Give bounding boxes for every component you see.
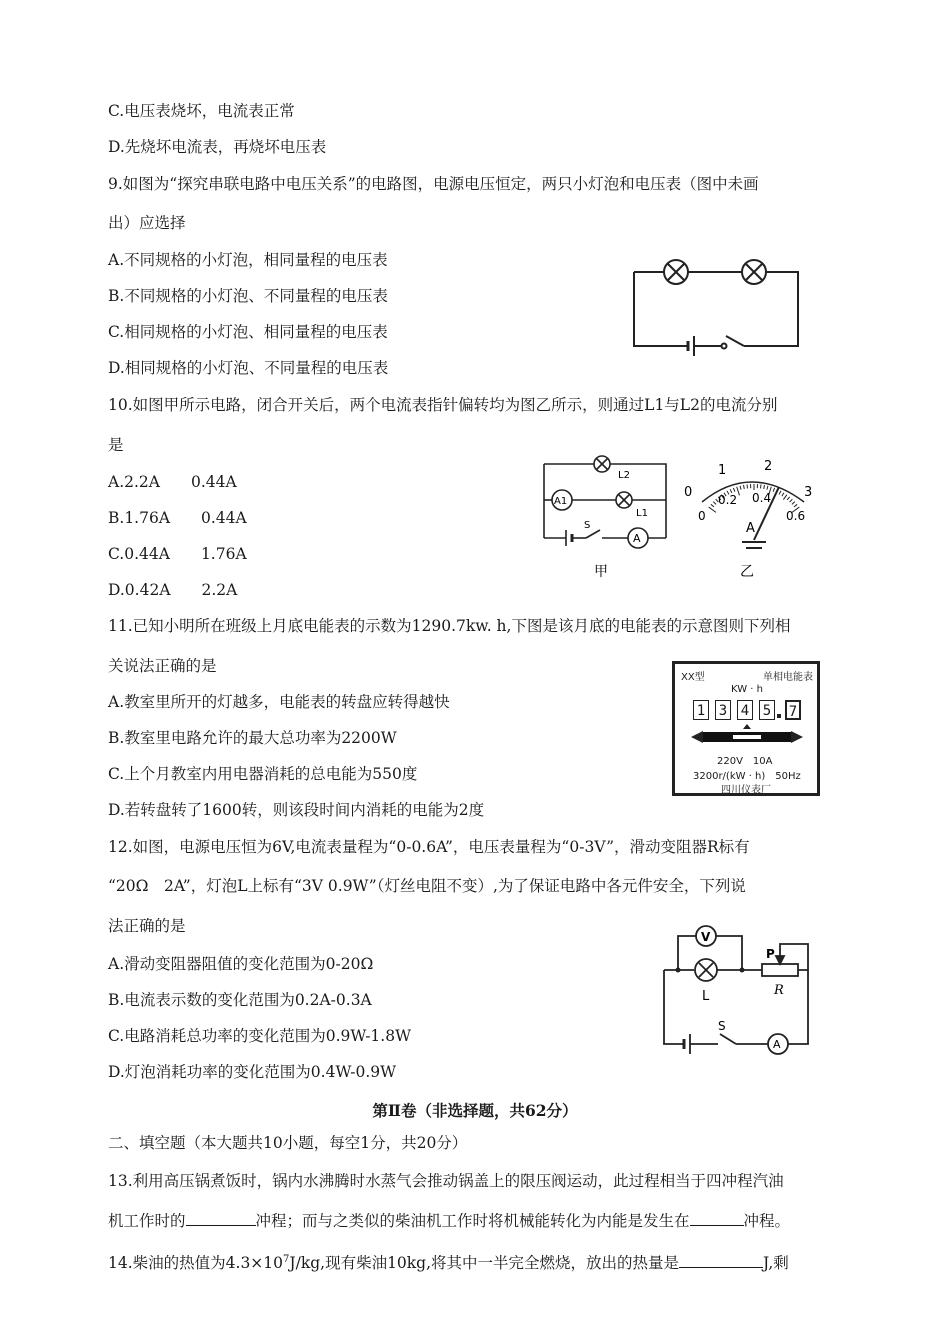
q12-circuit-figure bbox=[656, 920, 832, 1064]
meter-type: 单相电能表 bbox=[763, 672, 813, 683]
meter-digit-5: 7 bbox=[785, 700, 801, 720]
dial-bottom-0: 0 bbox=[698, 509, 706, 523]
q14-stem-line1 bbox=[108, 1250, 789, 1273]
part2-title: 第Ⅱ卷（非选择题，共62分） bbox=[372, 1101, 578, 1120]
switch-s-label: S bbox=[584, 520, 591, 531]
dial-tick bbox=[740, 486, 741, 490]
q11-stem-line1: 11.已知小明所在班级上月底电能表的示数为1290.7kw. h,下图是该月底的电能表的示意图则下列相 bbox=[108, 617, 791, 635]
q12-option-a: A.滑动变阻器阻值的变化范围为0-20Ω bbox=[108, 955, 374, 973]
q8-option-d: D.先烧坏电流表，再烧坏电压表 bbox=[108, 138, 327, 156]
q9-stem-line1: 9.如图为“探究串联电路中电压关系”的电路图，电源电压恒定，两只小灯泡和电压表（图中未画 bbox=[108, 175, 759, 193]
q10-option-c: C.0.44A 1.76A bbox=[108, 545, 247, 563]
label-l2: L2 bbox=[618, 470, 630, 481]
meter-digit-1: 1 bbox=[693, 700, 709, 720]
q10-option-d: D.0.42A 2.2A bbox=[108, 581, 238, 599]
meter-rating: 220V 10A bbox=[717, 756, 773, 767]
q11-electric-meter-figure bbox=[672, 661, 820, 796]
dial-tick bbox=[767, 486, 768, 490]
q12-option-d: D.灯泡消耗功率的变化范围为0.4W-0.9W bbox=[108, 1063, 397, 1081]
q14-answer-blank-1[interactable] bbox=[679, 1252, 763, 1268]
dial-tick bbox=[787, 497, 790, 500]
dial-tick bbox=[792, 502, 795, 505]
q9-stem-line2: 出）应选择 bbox=[108, 214, 186, 232]
ammeter-a-label: A bbox=[773, 1038, 781, 1051]
dial-top-0: 0 bbox=[684, 485, 693, 500]
dial-tick bbox=[779, 491, 781, 495]
dial-top-1: 1 bbox=[718, 463, 727, 478]
dial-tick bbox=[783, 495, 787, 500]
dial-top-3: 3 bbox=[804, 485, 813, 500]
dial-tick bbox=[733, 488, 734, 492]
dial-bottom-0-6: 0.6 bbox=[786, 509, 806, 523]
meter-digit-2: 3 bbox=[715, 700, 731, 720]
q9-option-a: A.不同规格的小灯泡，相同量程的电压表 bbox=[108, 251, 388, 269]
ammeter-a1-label: A1 bbox=[554, 496, 568, 507]
dial-bottom-0-2: 0.2 bbox=[718, 493, 738, 507]
dial-tick bbox=[773, 488, 774, 492]
meter-unit: KW · h bbox=[731, 684, 763, 695]
figure-jia-label: 甲 bbox=[594, 564, 608, 580]
q9-option-d: D.相同规格的小灯泡、不同量程的电压表 bbox=[108, 359, 389, 377]
dial-tick bbox=[782, 493, 784, 496]
q12-option-c: C.电路消耗总功率的变化范围为0.9W-1.8W bbox=[108, 1027, 412, 1045]
meter-decimal-point bbox=[777, 714, 781, 718]
dial-tick bbox=[737, 487, 740, 496]
dial-tick bbox=[747, 484, 748, 488]
q14-exponent: 7 bbox=[283, 1254, 290, 1265]
dial-tick bbox=[764, 485, 765, 489]
q10-stem-line2: 是 bbox=[108, 436, 124, 454]
voltmeter-v-label: V bbox=[701, 930, 711, 944]
dial-tick bbox=[790, 499, 793, 502]
q12-option-b: B.电流表示数的变化范围为0.2A-0.3A bbox=[108, 991, 372, 1009]
q9-series-circuit-figure bbox=[618, 252, 814, 362]
q11-stem-line2: 关说法正确的是 bbox=[108, 657, 217, 675]
q12-stem-line2: “20Ω 2A”，灯泡L上标有“3V 0.9W”（灯丝电阻不变）,为了保证电路中各元件安全，下列说 bbox=[108, 877, 746, 895]
q13-answer-blank-1[interactable] bbox=[186, 1210, 256, 1226]
q11-option-d: D.若转盘转了1600转，则该段时间内消耗的电能为2度 bbox=[108, 801, 485, 819]
rheostat-r-label: R bbox=[774, 983, 784, 998]
q14-text-a: 14.柴油的热值为4.3×10 bbox=[108, 1254, 284, 1273]
slider-p-label: P bbox=[766, 947, 775, 961]
meter-digit-3: 4 bbox=[737, 700, 753, 720]
meter-spec: 3200r/(kW · h) 50Hz bbox=[693, 771, 801, 782]
q10-stem-line1: 10.如图甲所示电路，闭合开关后，两个电流表指针偏转均为图乙所示，则通过L1与L2的电流分别 bbox=[108, 396, 778, 414]
dial-bottom-0-4: 0.4 bbox=[752, 491, 772, 505]
q9-option-b: B.不同规格的小灯泡、不同量程的电压表 bbox=[108, 287, 388, 305]
q10-figure-jia-circuit bbox=[536, 452, 676, 582]
lamp-l-label: L bbox=[702, 989, 710, 1004]
q13-text-c: 冲程。 bbox=[743, 1212, 791, 1230]
q10-option-b: B.1.76A 0.44A bbox=[108, 509, 247, 527]
q12-stem-line1: 12.如图，电源电压恒为6V,电流表量程为“0-0.6A”，电压表量程为“0-3V”，滑动变阻器R标有 bbox=[108, 838, 750, 856]
q13-stem-line1: 13.利用高压锅煮饭时，锅内水沸腾时水蒸气会推动锅盖上的限压阀运动，此过程相当于四冲程汽油 bbox=[108, 1172, 784, 1190]
q10-figure-yi-ammeter-dial bbox=[676, 452, 826, 582]
switch-s-label: S bbox=[718, 1019, 726, 1033]
meter-digit-4: 5 bbox=[759, 700, 775, 720]
q13-text-a: 机工作时的 bbox=[108, 1212, 186, 1230]
q11-option-b: B.教室里电路允许的最大总功率为2200W bbox=[108, 729, 397, 747]
q13-text-b: 冲程；而与之类似的柴油机工作时将机械能转化为内能是发生在 bbox=[255, 1212, 690, 1230]
q8-option-c: C.电压表烧坏，电流表正常 bbox=[108, 102, 295, 120]
q11-option-a: A.教室里所开的灯越多，电能表的转盘应转得越快 bbox=[108, 693, 450, 711]
dial-tick bbox=[711, 504, 714, 507]
dial-tick bbox=[744, 485, 745, 489]
q11-option-c: C.上个月教室内用电器消耗的总电能为550度 bbox=[108, 765, 418, 783]
ammeter-a-label: A bbox=[633, 532, 641, 545]
meter-rotating-disc bbox=[689, 722, 805, 748]
figure-yi-label: 乙 bbox=[740, 564, 754, 580]
q14-text-c: J,剩 bbox=[763, 1254, 789, 1273]
q13-answer-blank-2[interactable] bbox=[690, 1210, 744, 1226]
dial-tick bbox=[709, 507, 716, 512]
section-fill-in-heading: 二、填空题（本大题共10小题，每空1分，共20分） bbox=[108, 1134, 468, 1152]
dial-tick bbox=[794, 504, 797, 507]
q14-text-b: J/kg,现有柴油10kg,将其中一半完全燃烧，放出的热量是 bbox=[289, 1254, 680, 1273]
dial-tick bbox=[713, 502, 716, 505]
dial-unit-a: A bbox=[746, 521, 755, 536]
meter-model: XX型 bbox=[681, 672, 705, 683]
q9-option-c: C.相同规格的小灯泡、相同量程的电压表 bbox=[108, 323, 388, 341]
q13-stem-line2 bbox=[108, 1210, 790, 1231]
q12-stem-line3: 法正确的是 bbox=[108, 917, 186, 935]
label-l1: L1 bbox=[636, 508, 648, 519]
dial-tick bbox=[761, 484, 762, 488]
meter-maker: 四川仪表厂 bbox=[721, 785, 771, 796]
q10-option-a: A.2.2A 0.44A bbox=[108, 473, 237, 491]
dial-top-2: 2 bbox=[764, 459, 773, 474]
